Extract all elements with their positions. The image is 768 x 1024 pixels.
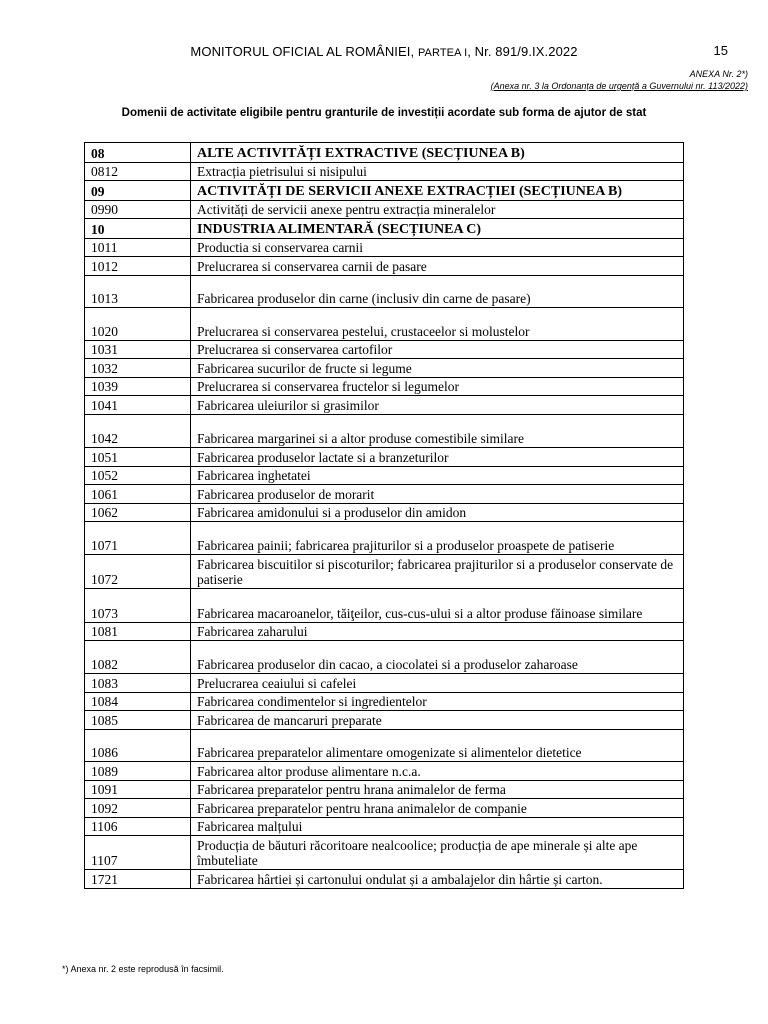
table-row <box>85 762 684 781</box>
activity-description-cell: Fabricarea uleiurilor si grasimilor <box>191 396 684 415</box>
caen-code-cell: 1081 <box>85 623 191 641</box>
table-row <box>85 589 684 623</box>
activity-description-cell: Fabricarea amidonului si a produselor din amidon <box>191 504 684 522</box>
activity-description-cell: Fabricarea preparatelor pentru hrana animalelor de companie <box>191 799 684 818</box>
table-row <box>85 799 684 818</box>
table-row <box>85 341 684 359</box>
caen-code-cell: 10 <box>85 219 191 239</box>
caen-code-cell: 1013 <box>85 276 191 308</box>
table-row <box>85 836 684 870</box>
caen-code-cell: 1091 <box>85 781 191 799</box>
activity-description-cell: Fabricarea produselor din cacao, a ciocolatei si a produselor zaharoase <box>191 641 684 674</box>
activity-description-cell: Fabricarea biscuitilor si piscoturilor; fabricarea prajiturilor si a produselor conservate de patiserie <box>191 555 684 589</box>
activity-description-cell: Prelucrarea si conservarea pestelui, crustaceelor si molustelor <box>191 308 684 341</box>
table-row <box>85 504 684 522</box>
activity-description-cell: ALTE ACTIVITĂȚI EXTRACTIVE (SECȚIUNEA B) <box>191 143 684 163</box>
activity-description-cell: Fabricarea altor produse alimentare n.c.a. <box>191 762 684 781</box>
caen-code-cell: 1011 <box>85 239 191 257</box>
activity-description-cell: Prelucrarea ceaiului si cafelei <box>191 674 684 693</box>
caen-code-cell: 1039 <box>85 378 191 396</box>
activity-description-cell: Fabricarea preparatelor alimentare omogenizate si alimentelor dietetice <box>191 730 684 762</box>
section-row <box>85 181 684 201</box>
caen-code-cell: 1072 <box>85 555 191 589</box>
caen-code-cell: 1041 <box>85 396 191 415</box>
table-row <box>85 730 684 762</box>
caen-code-cell: 1721 <box>85 870 191 889</box>
table-row <box>85 693 684 711</box>
caen-code-cell: 1071 <box>85 522 191 555</box>
table-row <box>85 276 684 308</box>
activity-description-cell: Fabricarea macaroanelor, tăiţeilor, cus-cus-ului si a altor produse făinoase similare <box>191 589 684 623</box>
caen-code-cell: 1082 <box>85 641 191 674</box>
caen-code-cell: 1061 <box>85 485 191 504</box>
caen-code-cell: 1106 <box>85 818 191 836</box>
table-row <box>85 239 684 257</box>
activity-description-cell: Fabricarea produselor din carne (inclusiv din carne de pasare) <box>191 276 684 308</box>
table-row <box>85 201 684 219</box>
activity-description-cell: Producția de băuturi răcoritoare nealcoolice; producția de ape minerale și alte ape îmbuteliate <box>191 836 684 870</box>
document-title: Domenii de activitate eligibile pentru granturile de investiții acordate sub forma de ajutor de stat <box>121 107 647 119</box>
caen-code-cell: 08 <box>85 143 191 163</box>
caen-code-cell: 1107 <box>85 836 191 870</box>
caen-code-cell: 1089 <box>85 762 191 781</box>
gazette-header <box>0 44 768 59</box>
activity-description-cell: Fabricarea malțului <box>191 818 684 836</box>
activity-description-cell: Fabricarea hârtiei și cartonului ondulat și a ambalajelor din hârtie și carton. <box>191 870 684 889</box>
table-row <box>85 674 684 693</box>
caen-code-cell: 1031 <box>85 341 191 359</box>
header-suffix: , Nr. 891/9.IX.2022 <box>467 44 578 59</box>
table-row <box>85 781 684 799</box>
activity-description-cell: Productia si conservarea carnii <box>191 239 684 257</box>
activity-description-cell: Fabricarea painii; fabricarea prajiturilor si a produselor proaspete de patiserie <box>191 522 684 555</box>
caen-code-cell: 1083 <box>85 674 191 693</box>
caen-code-cell: 1051 <box>85 448 191 467</box>
table-row <box>85 163 684 181</box>
activity-description-cell: Activități de servicii anexe pentru extracția mineralelor <box>191 201 684 219</box>
caen-code-cell: 1084 <box>85 693 191 711</box>
caen-code-cell: 1012 <box>85 257 191 276</box>
activity-description-cell: ACTIVITĂȚI DE SERVICII ANEXE EXTRACȚIEI (SECȚIUNEA B) <box>191 181 684 201</box>
caen-code-cell: 1073 <box>85 589 191 623</box>
caen-code-cell: 0812 <box>85 163 191 181</box>
activity-description-cell: Fabricarea margarinei si a altor produse comestibile similare <box>191 415 684 448</box>
table-row <box>85 415 684 448</box>
table-row <box>85 378 684 396</box>
activity-domains-table <box>84 142 684 889</box>
header-part: PARTEA I <box>417 47 468 59</box>
table-row <box>85 641 684 674</box>
table-row <box>85 870 684 889</box>
section-row <box>85 143 684 163</box>
page-number: 15 <box>713 43 728 58</box>
caen-code-cell: 1032 <box>85 359 191 378</box>
annex-reference: (Anexa nr. 3 la Ordonanța de urgență a Guvernului nr. 113/2022) <box>490 81 748 91</box>
table-row <box>85 485 684 504</box>
section-row <box>85 219 684 239</box>
activity-description-cell: Extracția pietrisului si nisipului <box>191 163 684 181</box>
activity-description-cell: Fabricarea produselor lactate si a branzeturilor <box>191 448 684 467</box>
activity-description-cell: Fabricarea de mancaruri preparate <box>191 711 684 730</box>
table-row <box>85 257 684 276</box>
table-row <box>85 396 684 415</box>
activity-description-cell: Fabricarea inghetatei <box>191 467 684 485</box>
table-row <box>85 308 684 341</box>
activity-description-cell: Fabricarea condimentelor si ingredientelor <box>191 693 684 711</box>
activity-description-cell: Fabricarea produselor de morarit <box>191 485 684 504</box>
activity-description-cell: Fabricarea sucurilor de fructe si legume <box>191 359 684 378</box>
caen-code-cell: 1085 <box>85 711 191 730</box>
activity-description-cell: Fabricarea zaharului <box>191 623 684 641</box>
table-row <box>85 522 684 555</box>
footnote: *) Anexa nr. 2 este reprodusă în facsimil. <box>62 964 224 974</box>
caen-code-cell: 0990 <box>85 201 191 219</box>
caen-code-cell: 1042 <box>85 415 191 448</box>
header-prefix: MONITORUL OFICIAL AL ROMÂNIEI, <box>190 44 418 59</box>
table-body <box>85 143 684 889</box>
activity-description-cell: Prelucrarea si conservarea carnii de pasare <box>191 257 684 276</box>
annex-label: ANEXA Nr. 2*) <box>689 69 748 79</box>
activity-description-cell: Fabricarea preparatelor pentru hrana animalelor de ferma <box>191 781 684 799</box>
caen-code-cell: 1062 <box>85 504 191 522</box>
caen-code-cell: 1052 <box>85 467 191 485</box>
activity-description-cell: Prelucrarea si conservarea cartofilor <box>191 341 684 359</box>
caen-code-cell: 1092 <box>85 799 191 818</box>
table-row <box>85 448 684 467</box>
caen-code-cell: 1020 <box>85 308 191 341</box>
table-row <box>85 711 684 730</box>
table-row <box>85 555 684 589</box>
table-row <box>85 467 684 485</box>
caen-code-cell: 1086 <box>85 730 191 762</box>
caen-code-cell: 09 <box>85 181 191 201</box>
table-row <box>85 359 684 378</box>
activity-description-cell: Prelucrarea si conservarea fructelor si legumelor <box>191 378 684 396</box>
activity-description-cell: INDUSTRIA ALIMENTARĂ (SECȚIUNEA C) <box>191 219 684 239</box>
table-row <box>85 623 684 641</box>
table-row <box>85 818 684 836</box>
